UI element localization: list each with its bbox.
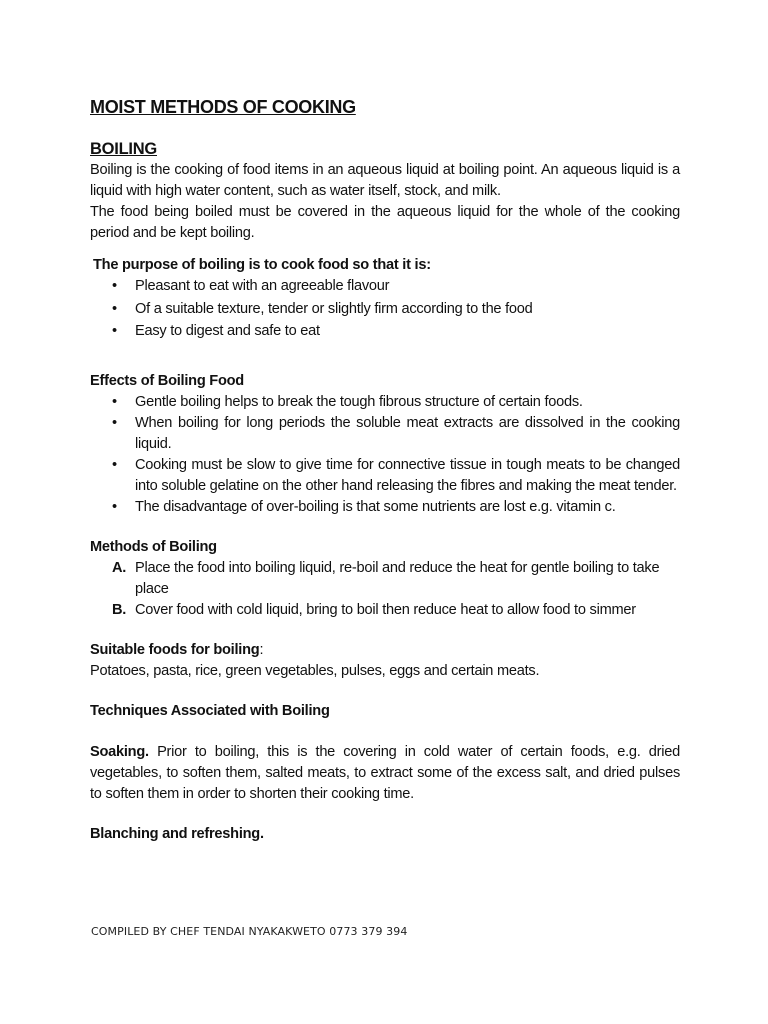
bullet-icon: • bbox=[112, 323, 117, 339]
suitable-foods-colon: : bbox=[259, 642, 264, 658]
techniques-heading: Techniques Associated with Boiling bbox=[90, 703, 330, 719]
boiling-covering-paragraph: The food being boiled must be covered in the aqueous liquid for the whole of the cooking period and be kept boiling. bbox=[90, 204, 680, 241]
list-item bbox=[90, 413, 680, 455]
blanching-heading: Blanching and refreshing. bbox=[90, 826, 264, 842]
list-item-text: Cooking must be slow to give time for connective tissue in tough meats to be changed into soluble gelatine on the other hand releasing the fibres and making the meat tender. bbox=[135, 457, 680, 494]
soaking-label: Soaking. bbox=[90, 744, 149, 760]
bullet-icon: • bbox=[112, 394, 117, 410]
list-item-text: Of a suitable texture, tender or slightly firm according to the food bbox=[135, 300, 533, 317]
list-marker: A. bbox=[112, 560, 127, 576]
bullet-icon: • bbox=[112, 300, 117, 317]
list-item-text: Easy to digest and safe to eat bbox=[135, 323, 320, 339]
methods-heading: Methods of Boiling bbox=[90, 539, 217, 555]
list-item bbox=[90, 276, 680, 297]
page-footer: COMPILED BY CHEF TENDAI NYAKAKWETO 0773 379 394 bbox=[91, 925, 408, 938]
bullet-icon: • bbox=[112, 415, 117, 431]
suitable-foods-heading bbox=[90, 640, 680, 661]
document-page bbox=[90, 95, 680, 845]
effects-list bbox=[90, 392, 680, 518]
suitable-foods-label: Suitable foods for boiling bbox=[90, 642, 260, 658]
purpose-list bbox=[90, 276, 680, 342]
purpose-heading: The purpose of boiling is to cook food so that it is: bbox=[93, 257, 431, 273]
list-item bbox=[90, 558, 680, 600]
boiling-definition-paragraph: Boiling is the cooking of food items in an aqueous liquid at boiling point. An aqueous liquid is a liquid with high water content, such as water itself, stock, and milk. bbox=[90, 162, 680, 199]
list-item-text: The disadvantage of over-boiling is that some nutrients are lost e.g. vitamin c. bbox=[135, 499, 616, 515]
list-item bbox=[90, 497, 680, 518]
list-item bbox=[90, 299, 680, 320]
bullet-icon: • bbox=[112, 499, 117, 515]
section-heading-boiling: BOILING bbox=[90, 140, 157, 158]
list-item-text: Gentle boiling helps to break the tough fibrous structure of certain foods. bbox=[135, 394, 583, 410]
effects-heading: Effects of Boiling Food bbox=[90, 373, 244, 389]
suitable-foods-text: Potatoes, pasta, rice, green vegetables, pulses, eggs and certain meats. bbox=[90, 663, 540, 679]
document-title: MOIST METHODS OF COOKING bbox=[90, 97, 356, 117]
list-item bbox=[90, 321, 680, 342]
list-marker: B. bbox=[112, 602, 127, 618]
list-item-text: Cover food with cold liquid, bring to boil then reduce heat to allow food to simmer bbox=[135, 602, 636, 618]
list-item-text: When boiling for long periods the soluble meat extracts are dissolved in the cooking liquid. bbox=[135, 415, 680, 452]
soaking-paragraph bbox=[90, 742, 680, 805]
bullet-icon: • bbox=[112, 457, 117, 473]
list-item bbox=[90, 392, 680, 413]
list-item bbox=[90, 600, 680, 621]
bullet-icon: • bbox=[112, 278, 117, 294]
list-item-text: Place the food into boiling liquid, re-boil and reduce the heat for gentle boiling to take place bbox=[135, 560, 660, 597]
soaking-text: Prior to boiling, this is the covering in cold water of certain foods, e.g. dried vegetables, to soften them, salted meats, to extract some of the excess salt, and dried pulses to soften them in order to shorten their cooking time. bbox=[90, 744, 680, 802]
list-item bbox=[90, 455, 680, 497]
methods-list bbox=[90, 558, 680, 621]
list-item-text: Pleasant to eat with an agreeable flavour bbox=[135, 278, 390, 294]
